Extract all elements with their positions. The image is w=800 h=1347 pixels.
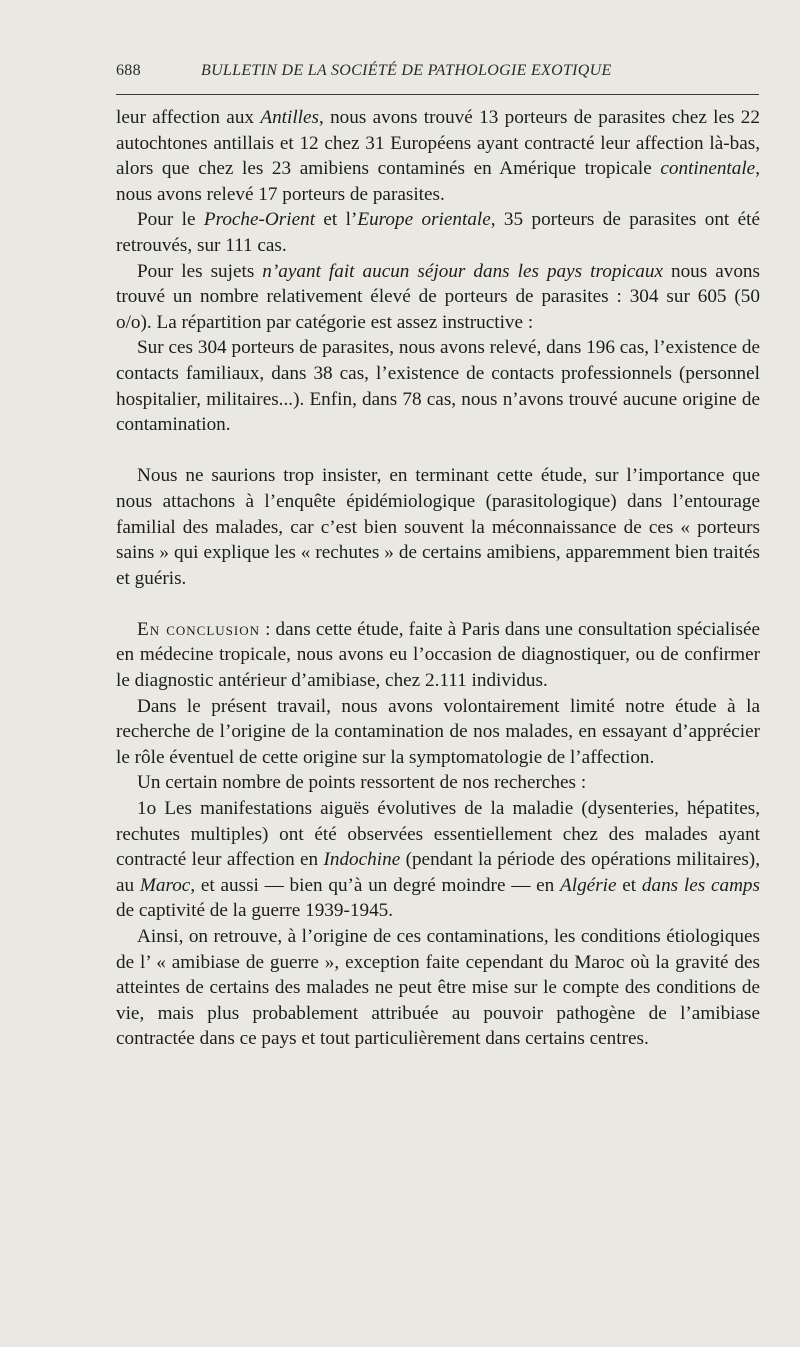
text-run: nous avons trouvé un nombre relativement élevé de porteurs de parasites : 304 sur 605 (50 o/o). La répartition par catégorie est assez instructive : bbox=[116, 260, 760, 333]
italic-run: Maroc bbox=[139, 874, 191, 896]
page-number: 688 bbox=[116, 62, 141, 79]
italic-run: Indochine bbox=[323, 849, 401, 871]
text-run: Sur ces 304 porteurs de parasites, nous avons relevé, dans 196 cas, l’existence de contacts familiaux, dans 38 cas, l’existence de contacts professionnels (personnel hospitalier, militaires...). Enfin, dans 78 cas, nous n’avons trouvé aucune origine de contamination. bbox=[116, 337, 760, 436]
text-run: Ainsi, on retrouve, à l’origine de ces contaminations, les conditions étiologiques de l’ « amibiase de guerre », exception faite cependant du Maroc où la gravité des atteintes de certains des malades ne peut être mise sur le compte des conditions de vie, mais plus probablement attribuée au pouvoir pathogène de l’amibiase contractée dans ce pays et tout particulièrement dans certains centres. bbox=[116, 926, 760, 1050]
body-text bbox=[116, 105, 760, 1052]
text-run: , nous avons trouvé 13 porteurs de parasites chez les 22 autochtones antillais et 12 chez 31 Européens ayant contracté leur affection là-bas, alors que chez les 23 amibiens contaminés en Amérique tropicale bbox=[116, 107, 760, 180]
paragraph bbox=[116, 796, 760, 924]
text-run: , nous avons relevé 17 porteurs de parasites. bbox=[116, 158, 760, 205]
text-run: et bbox=[616, 874, 642, 896]
text-run: Pour le bbox=[137, 209, 204, 231]
text-run: , 35 porteurs de parasites ont été retrouvés, sur 111 cas. bbox=[116, 209, 760, 256]
paragraph bbox=[116, 105, 760, 207]
text-run: 1o Les manifestations aiguës évolutives de la maladie (dysenteries, hépatites, rechutes multiples) ont été observées essentiellement chez des malades ayant contracté leur affection en bbox=[116, 798, 760, 871]
conclusion-paragraph bbox=[116, 617, 760, 694]
text-run: et l’ bbox=[315, 209, 358, 231]
text-run: Dans le présent travail, nous avons volontairement limité notre étude à la recherche de l’origine de la contamination de nos malades, en essayant d’apprécier le rôle éventuel de cette origine sur la symptomatologie de l’affection. bbox=[116, 695, 760, 768]
paragraph bbox=[116, 770, 760, 796]
text-run: Nous ne saurions trop insister, en terminant cette étude, sur l’importance que nous attachons à l’enquête épidémiologique (parasitologique) dans l’entourage familial des malades, car c’est bien souvent la méconnaissance de ces « porteurs sains » qui explique les « rechutes » de certains amibiens, apparemment bien traités et guéris. bbox=[116, 465, 760, 589]
text-run: , et aussi — bien qu’à un degré moindre — en bbox=[190, 874, 561, 896]
header-rule bbox=[116, 94, 759, 95]
text-run: (pendant la période des opérations militaires), au bbox=[116, 849, 760, 896]
text-run: Pour les sujets bbox=[137, 260, 263, 282]
paragraph bbox=[116, 207, 760, 258]
italic-run: Europe orientale bbox=[357, 209, 491, 231]
section-heading-run: En conclusion bbox=[137, 618, 260, 640]
paragraph bbox=[116, 463, 760, 591]
italic-run: dans les camps bbox=[641, 874, 760, 896]
running-title: BULLETIN DE LA SOCIÉTÉ DE PATHOLOGIE EXOTIQUE bbox=[201, 62, 612, 79]
italic-run: continentale bbox=[660, 158, 756, 180]
italic-run: Proche-Orient bbox=[203, 209, 316, 231]
italic-run: Antilles bbox=[260, 107, 319, 128]
paragraph bbox=[116, 259, 760, 336]
italic-run: Algérie bbox=[560, 874, 617, 896]
paragraph bbox=[116, 335, 760, 437]
text-run: de captivité de la guerre 1939-1945. bbox=[116, 900, 394, 922]
paragraph bbox=[116, 924, 760, 1052]
text-run: leur affection aux bbox=[116, 107, 261, 128]
italic-run: n’ayant fait aucun séjour dans les pays tropicaux bbox=[262, 260, 663, 282]
paragraph bbox=[116, 694, 760, 771]
text-run: : dans cette étude, faite à Paris dans une consultation spécialisée en médecine tropicale, nous avons eu l’occasion de diagnostiquer, ou de confirmer le diagnostic antérieur d’amibiase, chez 2.111 individus. bbox=[116, 618, 760, 692]
text-run: Un certain nombre de points ressortent de nos recherches : bbox=[137, 772, 587, 794]
